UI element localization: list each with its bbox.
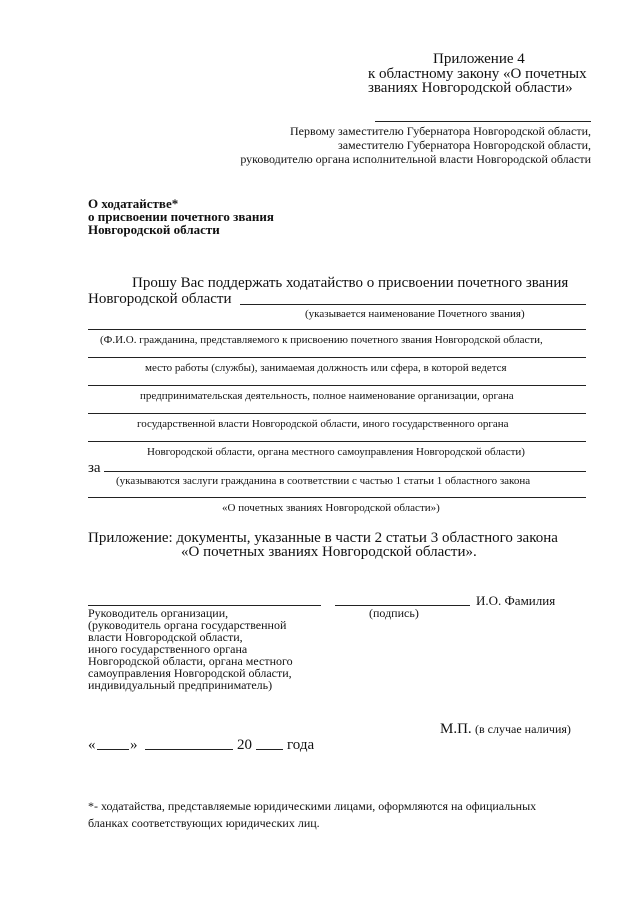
attachment-line1: Приложение: документы, указанные в части 2 статьи 3 областного закона [88,530,558,546]
footnote-line2: бланках соответствующих юридических лиц. [88,816,320,830]
request-region: Новгородской области [88,291,232,307]
fill-line-1 [88,329,586,330]
addressee-line1: Первому заместителю Губернатора Новгородской области, [290,124,591,138]
stamp-note: (в случае наличия) [475,722,571,736]
fill-line-2 [88,357,586,358]
merits-hint-1: (указываются заслуги гражданина в соответствии с частью 1 статьи 1 областного закона [116,475,531,487]
subject-line3: Новгородской области [88,222,220,237]
date-year-line [256,749,283,750]
footnote-line1: *- ходатайства, представляемые юридическими лицами, оформляются на официальных [88,799,537,813]
appendix-number: Приложение 4 [433,51,525,67]
date-suffix: года [287,737,315,753]
date-year-prefix: 20 [237,737,252,753]
signer-name: И.О. Фамилия [476,593,556,608]
fill-line-5 [88,441,586,442]
merits-hint-2: «О почетных званиях Новгородской области») [222,502,440,514]
date-month-line [145,749,233,750]
person-hint-4: государственной власти Новгородской области, иного государственного органа [137,418,509,430]
person-hint-5: Новгородской области, органа местного самоуправления Новгородской области) [147,446,525,458]
date-close-quote: » [130,737,138,753]
merits-fill-line [104,471,586,472]
appendix-law-line2: званиях Новгородской области» [368,80,573,96]
stamp-label: М.П. [440,721,472,737]
addressee-line [375,121,591,122]
addressee-line3: руководителю органа исполнительной власти Новгородской области [240,152,591,166]
person-hint-3: предпринимательская деятельность, полное наименование организации, органа [140,390,514,402]
head-title-1: Руководитель организации, [88,606,229,620]
request-text: Прошу Вас поддержать ходатайство о присвоении почетного звания [132,275,569,291]
subject-line1: О ходатайстве* [88,196,179,211]
fill-line-3 [88,385,586,386]
head-title-4: иного государственного органа [88,642,248,656]
addressee-line2: заместителю Губернатора Новгородской области, [337,138,591,152]
title-hint: (указывается наименование Почетного звания) [305,308,525,320]
subject-line2: о присвоении почетного звания [88,209,274,224]
head-title-3: власти Новгородской области, [88,630,243,644]
head-title-7: индивидуальный предприниматель) [88,678,273,692]
date-day-line [97,749,129,750]
fill-line-4 [88,413,586,414]
title-fill-line [240,304,586,305]
person-hint-2: место работы (службы), занимаемая должность или сфера, в которой ведется [145,362,507,374]
head-title-2: (руководитель органа государственной [88,618,287,632]
head-title-6: самоуправления Новгородской области, [88,666,292,680]
fill-line-6 [88,497,586,498]
appendix-law-line1: к областному закону «О почетных [368,66,587,82]
head-title-5: Новгородской области, органа местного [88,654,293,668]
merits-label: за [88,460,101,476]
date-open-quote: « [88,737,96,753]
signature-hint: (подпись) [369,606,419,620]
person-hint-1: (Ф.И.О. гражданина, представляемого к присвоению почетного звания Новгородской области, [100,334,543,346]
attachment-line2: «О почетных званиях Новгородской области». [181,544,477,560]
